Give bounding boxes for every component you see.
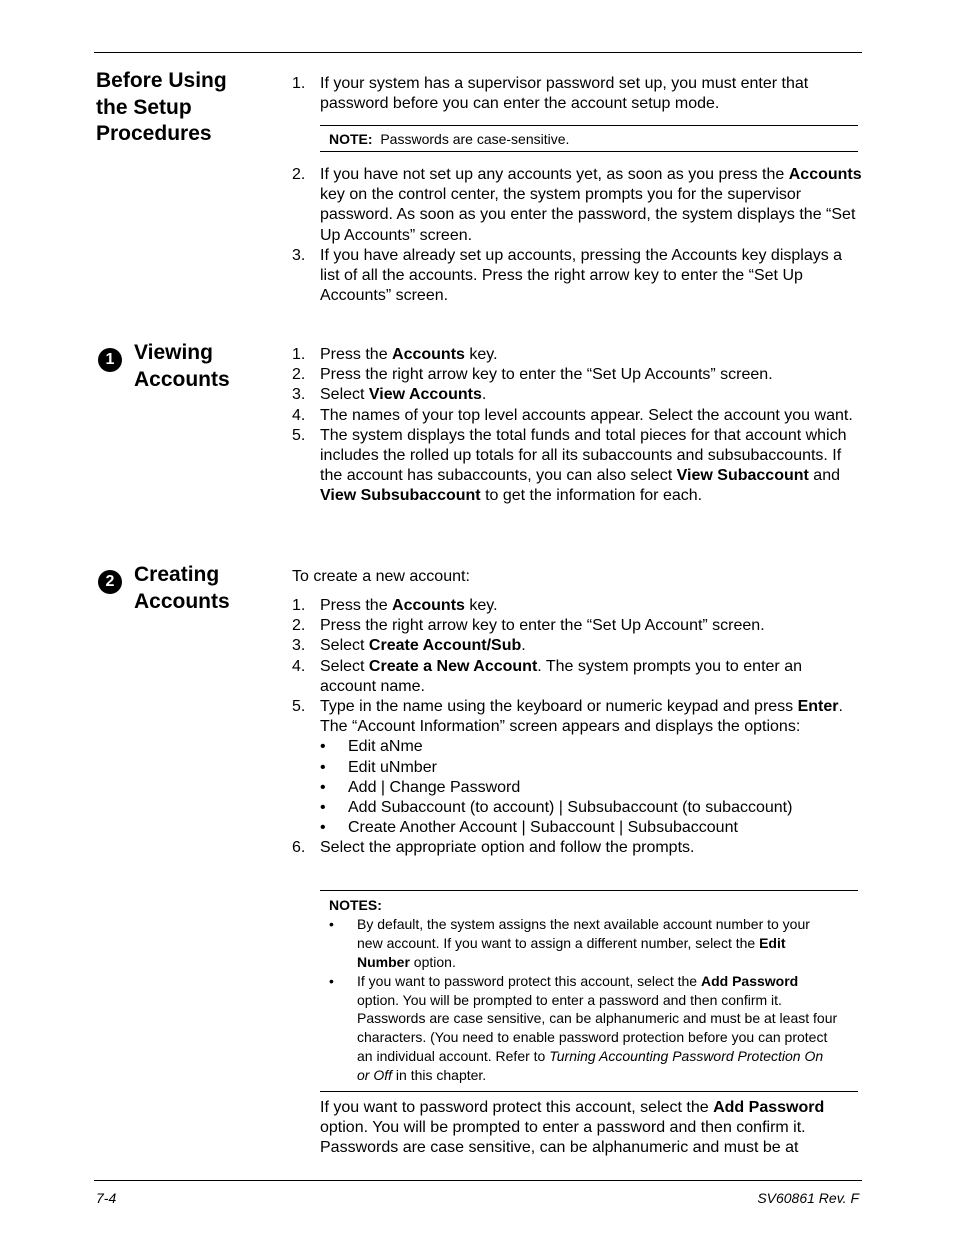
trailing-paragraph: If you want to password protect this account, select the Add Password option. You will be prompted to enter a password and then confirm it. Passwords are case sensitive, can be alphanumeric and must be at bbox=[320, 1099, 825, 1157]
list-item: 4. Select Create a New Account. The system prompts you to enter an account name. bbox=[292, 657, 802, 695]
heading-line: Creating bbox=[134, 563, 220, 586]
option-item: • Add Subaccount (to account) | Subsubaccount (to subaccount) bbox=[320, 799, 793, 817]
heading-line: Accounts bbox=[134, 367, 230, 391]
option-item: • Edit uNmber bbox=[320, 758, 437, 776]
list-item: 2. If you have not set up any accounts yet, as soon as you press the Accounts key on the control center, the system prompts you for the supervisor password. As soon as you enter the password, the system displays the “Set Up Accounts” screen. bbox=[292, 166, 862, 244]
list-item: 6. Select the appropriate option and follow the prompts. bbox=[292, 839, 695, 857]
list-item: 1. Press the Accounts key. bbox=[292, 597, 498, 614]
heading-line: the Setup bbox=[96, 95, 192, 119]
list-item: 3. If you have already set up accounts, pressing the Accounts key displays a list of all the accounts. Press the right arrow key to enter the “Set Up Accounts” screen. bbox=[292, 246, 843, 305]
list-item: 1. If your system has a supervisor password set up, you must enter that password before you can enter the account setup mode. bbox=[292, 75, 809, 113]
section-heading-viewing bbox=[134, 340, 230, 393]
note-bullet: • By default, the system assigns the next available account number to your new account. If you want to assign a different number, select the Edit Number option. bbox=[329, 915, 810, 970]
document-id: SV60861 Rev. F bbox=[757, 1190, 859, 1206]
list-item: 2. Press the right arrow key to enter the “Set Up Account” screen. bbox=[292, 617, 765, 635]
creating-list bbox=[292, 596, 862, 859]
before-list-b bbox=[292, 165, 862, 306]
list-item: 1. Press the Accounts key. bbox=[292, 346, 498, 363]
list-item: 4. The names of your top level accounts appear. Select the account you want. bbox=[292, 406, 853, 424]
list-item: 3. Select View Accounts. bbox=[292, 386, 487, 404]
footer-rule bbox=[94, 1180, 862, 1181]
option-item: • Add | Change Password bbox=[320, 778, 521, 796]
header-rule bbox=[94, 52, 862, 53]
list-item: 2. Press the right arrow key to enter the “Set Up Accounts” screen. bbox=[292, 366, 773, 384]
note-text: Passwords are case-sensitive. bbox=[380, 131, 570, 147]
option-item: • Create Another Account | Subaccount | Subsubaccount bbox=[320, 819, 738, 837]
step-badge-1: 1 bbox=[98, 348, 122, 372]
heading-line: Viewing bbox=[134, 341, 213, 364]
notes-title: NOTES: bbox=[329, 897, 382, 913]
note-label: NOTE: bbox=[329, 131, 373, 147]
before-list-a bbox=[292, 74, 862, 114]
notes-box bbox=[320, 890, 858, 1092]
note-box bbox=[320, 125, 858, 152]
viewing-list bbox=[292, 345, 862, 507]
heading-line: Before Using bbox=[96, 69, 227, 92]
creating-intro: To create a new account: bbox=[292, 568, 470, 585]
list-item: 3. Select Create Account/Sub. bbox=[292, 637, 526, 655]
step-badge-2: 2 bbox=[98, 570, 122, 594]
list-item: 5. The system displays the total funds and total pieces for that account which includes the rolled up totals for all its subaccounts and subsubaccounts. If the account has subaccounts, you can also select View Subaccount and View Subsubaccount to get the information for each. bbox=[292, 426, 847, 505]
page-number: 7-4 bbox=[96, 1190, 117, 1206]
note-bullet: • If you want to password protect this account, select the Add Password option. You will be prompted to enter a password and then confirm it. Passwords are case sensitive, can be alphanumeric and must be at least four characters. (You need to enable password protection before you can protect an individual account. Refer to Turning Accounting Password Protection On or Off in this chapter. bbox=[329, 972, 838, 1084]
section-heading-before bbox=[96, 68, 227, 148]
section-heading-creating bbox=[134, 562, 230, 615]
heading-line: Accounts bbox=[134, 589, 230, 613]
list-item: 5. Type in the name using the keyboard or numeric keypad and press Enter. The “Account Information” screen appears and displays the options: • Edit aNme • Edit uNmber • Add | Change Password • Add Subaccount (to account) | Subsubaccount (to subaccount) • Create Another Account | Subaccount | Subsubaccount bbox=[292, 697, 862, 838]
option-item: • Edit aNme bbox=[320, 738, 423, 756]
heading-line: Procedures bbox=[96, 122, 212, 145]
